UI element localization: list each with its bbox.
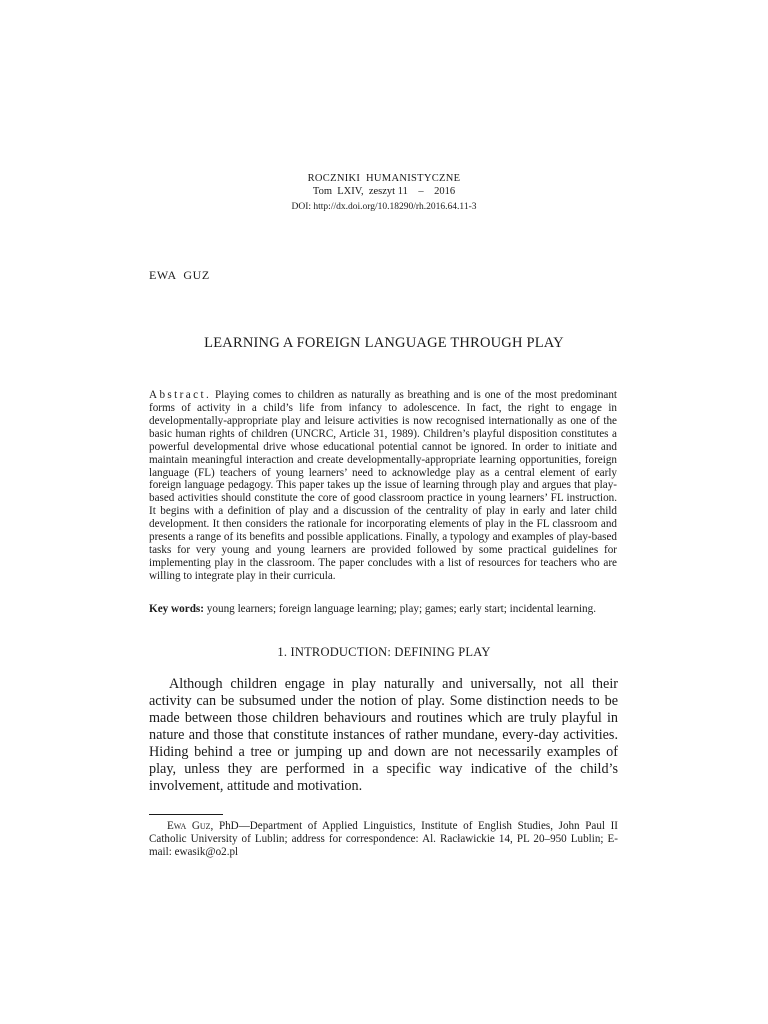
- abstract: [149, 389, 617, 583]
- section-heading: 1. INTRODUCTION: DEFINING PLAY: [277, 645, 491, 659]
- keywords-label: Key words:: [149, 603, 204, 615]
- abstract-label: Abstract.: [149, 389, 212, 401]
- footnote-text: , PhD—Department of Applied Linguistics, Institute of English Studies, John Paul II Catholic University of Lublin; address for correspondence: Al. Racławickie 14, PL 20–950 Lublin; E-mail: ewasik@o2.pl: [149, 820, 618, 858]
- keywords: [149, 603, 619, 616]
- footnote-author: Ewa Guz: [167, 820, 211, 832]
- intro-paragraph: Although children engage in play naturally and universally, not all their activity can be subsumed under the notion of play. Some distinction needs to be made between those children behaviours and routines which are truly playful in nature and those that constitute instances of rather mundane, every-day activities. Hiding behind a tree or jumping up and down are not necessarily examples of play, unless they are performed in a specific way indicative of the child’s involvement, attitude and motivation.: [149, 676, 618, 794]
- volume-issue: Tom LXIV, zeszyt 11 – 2016: [312, 186, 456, 197]
- article-title: LEARNING A FOREIGN LANGUAGE THROUGH PLAY: [204, 335, 564, 351]
- footnote-divider: [149, 814, 223, 815]
- author-name: EWA GUZ: [149, 268, 210, 282]
- doi-link[interactable]: DOI: http://dx.doi.org/10.18290/rh.2016.64.11-3: [291, 202, 477, 212]
- abstract-text: Playing comes to children as naturally as breathing and is one of the most predominant forms of activity in a child’s life from infancy to adolescence. In fact, the right to engage in developmentally-appropriate play and leisure activities is now recognised internationally as one of the basic human rights of children (UNCRC, Article 31, 1989). Children’s playful disposition constitutes a powerful developmental drive whose educational potential cannot be ignored. In order to initiate and maintain meaningful interaction and create developmentally-appropriate learning opportunities, foreign language (FL) teachers of young learners’ need to acknowledge play as a central element of early foreign language pedagogy. This paper takes up the issue of learning through play and argues that play-based activities should constitute the core of good classroom practice in young learners’ FL instruction. It begins with a definition of play and a discussion of the centrality of play in early and later child development. It then considers the rationale for incorporating elements of play in the FL classroom and presents a range of its benefits and possible applications. Finally, a typology and examples of play-based tasks for very young and young learners are provided followed by some practical guidelines for implementing play in the classroom. The paper concludes with a list of resources for teachers who are willing to integrate play in their curricula.: [149, 389, 617, 582]
- footnote: [149, 820, 618, 859]
- keywords-text: young learners; foreign language learning; play; games; early start; incidental learning.: [204, 603, 597, 615]
- journal-name: ROCZNIKI HUMANISTYCZNE: [307, 173, 461, 184]
